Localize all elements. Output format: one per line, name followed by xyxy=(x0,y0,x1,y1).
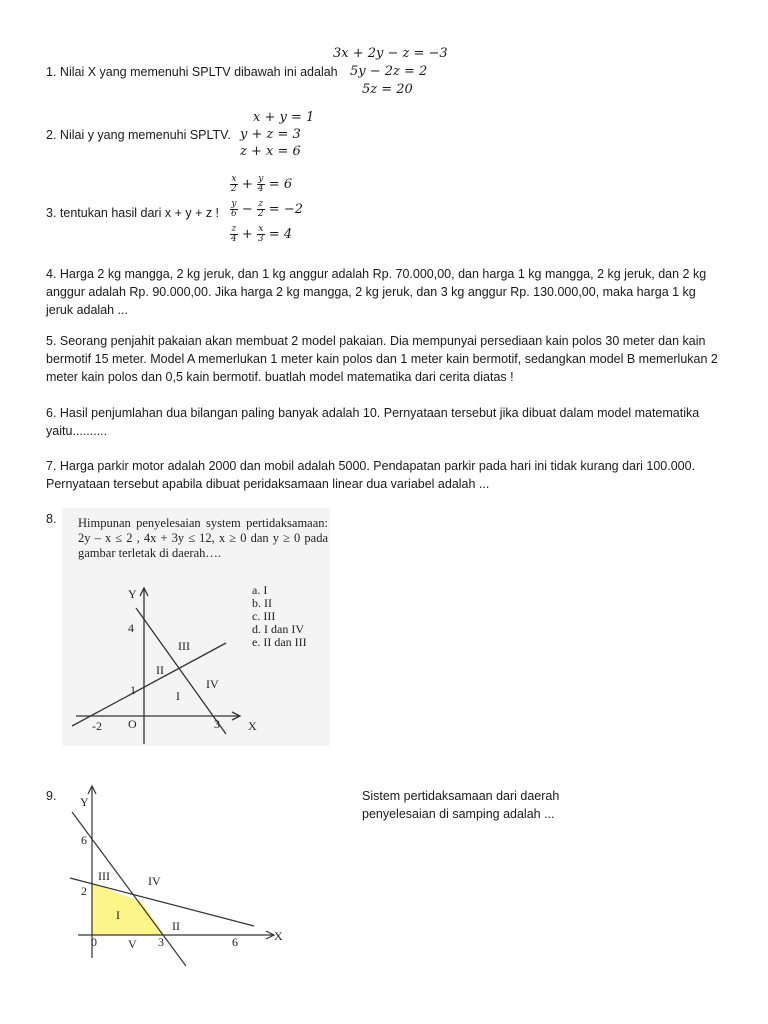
q2-eq-1: x + y = 1 xyxy=(253,110,315,125)
q8-tick-x-neg: -2 xyxy=(92,719,102,733)
q1-eq-2: 5y − 2z = 2 xyxy=(350,64,428,79)
q9-region-4: IV xyxy=(148,874,161,888)
q8-axis-x-label: X xyxy=(248,719,257,733)
q3-text: tentukan hasil dari x + y + z ! xyxy=(59,206,220,220)
q8-option-c: c. III xyxy=(252,609,276,623)
q9-tick-y6: 6 xyxy=(81,833,87,847)
q9-region-5: V xyxy=(128,937,137,951)
q9-axis-x-label: X xyxy=(274,929,283,943)
q9-tick-x3: 3 xyxy=(158,935,164,949)
q5-paragraph: 5. Seorang penjahit pakaian akan membuat 2 model pakaian. Dia mempunyai persediaan kain polos 30 meter dan kain bermotif 15 meter. Model A memerlukan 1 meter kain polos dan 1 meter kain bermotif, sedangkan model B memerlukan 2 meter kain polos dan 0,5 kain bermotif. buatlah model matematika dari cerita diatas ! xyxy=(46,334,718,384)
q4-paragraph: 4. Harga 2 kg mangga, 2 kg jeruk, dan 1 kg anggur adalah Rp. 70.000,00, dan harga 1 kg mangga, 2 kg jeruk, dan 2 kg anggur adalah Rp. 90.000,00. Jika harga 2 kg mangga, 2 kg jeruk, dan 3 kg anggur Rp. 130.000,00, maka harga 1 kg jeruk adalah ... xyxy=(46,267,707,317)
q9-tick-x6: 6 xyxy=(232,935,238,949)
q3-number-text xyxy=(46,204,219,222)
q3-eq3-frac-1: $\frac{z}{4}$ xyxy=(231,224,237,244)
q6-paragraph: 6. Hasil penjumlahan dua bilangan paling banyak adalah 10. Pernyataan tersebut jika dibuat dalam model matematika yaitu.......... xyxy=(46,406,700,438)
q3-eq2-frac-2: $\frac{z}{2}$ xyxy=(257,199,264,219)
q9-graph xyxy=(64,780,300,970)
q2-number: 2. xyxy=(46,128,57,142)
q2-eq-2: y + z = 3 xyxy=(240,127,301,142)
q9-text: Sistem pertidaksamaan dari daerah penyelesaian di samping adalah ... xyxy=(362,789,560,821)
q3-number: 3. xyxy=(46,206,57,220)
q3-eq1-frac-1: $\frac{x}{2}$ xyxy=(231,174,237,194)
q2-text: Nilai y yang memenuhi SPLTV. xyxy=(59,128,231,142)
q3-eq1-frac-2: $\frac{y}{4}$ xyxy=(257,174,264,194)
q9-region-1: I xyxy=(116,908,120,922)
q1-eq-1: 3x + 2y − z = −3 xyxy=(333,46,448,61)
q8-text: Himpunan penyelesaian system pertidaksamaan: 2y – x ≤ 2 , 4x + 3y ≤ 12, x ≥ 0 dan y ≥ 0 pada gambar terletak di daerah…. xyxy=(78,516,328,560)
q3-eq-2: $\frac{y}{6}$ − $\frac{z}{2}$ = −2 xyxy=(231,199,303,219)
q8-tick-origin: O xyxy=(128,717,137,731)
q3-eq2-frac-1: $\frac{y}{6}$ xyxy=(231,199,237,219)
q9-axis-y-label: Y xyxy=(80,795,89,809)
q8-axis-y-label: Y xyxy=(128,587,137,601)
q8-option-a: a. I xyxy=(252,583,268,597)
q8-tick-x-pos: 3 xyxy=(214,717,220,731)
q9-tick-y2: 2 xyxy=(81,884,87,898)
q9-tick-origin: 0 xyxy=(91,935,97,949)
q8-option-e: e. II dan III xyxy=(252,635,307,649)
q2-number-text xyxy=(46,126,231,144)
q8-line-4x-3y xyxy=(136,608,226,734)
q7-paragraph: 7. Harga parkir motor adalah 2000 dan mobil adalah 5000. Pendapatan parkir pada hari ini tidak kurang dari 100.000. Pernyataan tersebut apabila dibuat peridaksamaan linear dua variabel adalah ... xyxy=(46,459,696,491)
q8-region-3: III xyxy=(178,639,190,653)
q9-region-3: III xyxy=(98,869,110,883)
q1-number: 1. xyxy=(46,65,57,79)
q8-option-b: b. II xyxy=(252,596,272,610)
q8-graph xyxy=(62,508,330,746)
q9-number: 9. xyxy=(46,789,57,803)
q8-number: 8. xyxy=(46,512,57,526)
q8-region-4: IV xyxy=(206,677,219,691)
q9-shaded-region xyxy=(92,883,164,935)
q8-tick-y-top: 4 xyxy=(128,621,134,635)
q1-eq-3: 5z = 20 xyxy=(362,82,413,97)
q3-eq3-frac-2: $\frac{x}{3}$ xyxy=(257,224,264,244)
q2-eq-3: z + x = 6 xyxy=(240,144,301,159)
q8-option-d: d. I dan IV xyxy=(252,622,304,636)
q8-line-2y-x xyxy=(72,643,226,726)
q9-region-2: II xyxy=(172,919,180,933)
q1-text: Nilai X yang memenuhi SPLTV dibawah ini adalah xyxy=(59,65,338,79)
q8-region-1: I xyxy=(176,689,180,703)
q3-eq-3: $\frac{z}{4}$ + $\frac{x}{3}$ = 4 xyxy=(231,224,293,244)
q1-number-text xyxy=(46,63,338,81)
q8-region-2: II xyxy=(156,663,164,677)
q8-tick-y-low: 1 xyxy=(130,683,136,697)
q3-eq-1: $\frac{x}{2}$ + $\frac{y}{4}$ = 6 xyxy=(231,174,293,194)
